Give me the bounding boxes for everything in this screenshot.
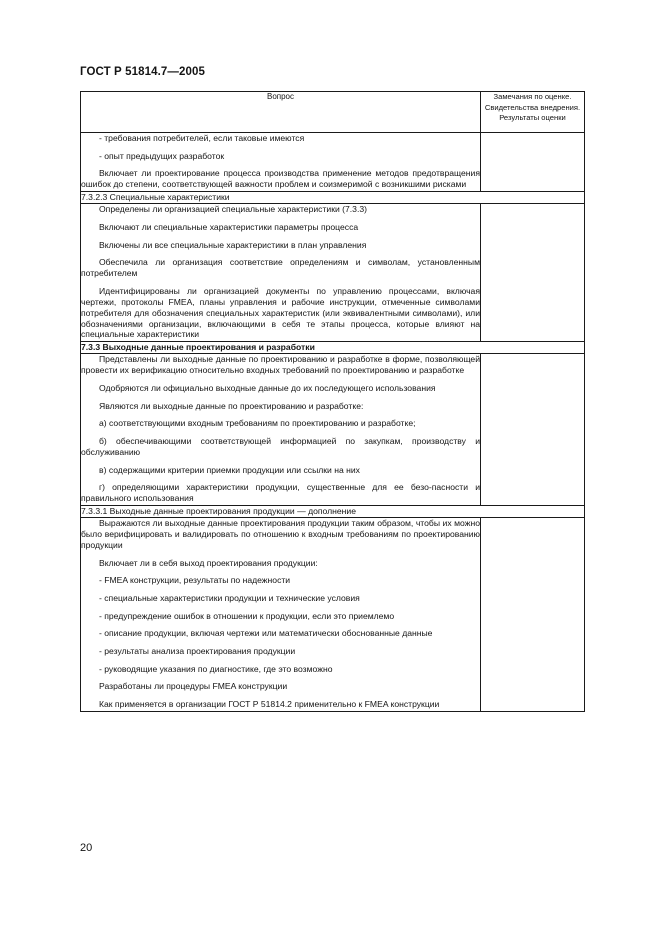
question-text: Определены ли организацией специальные характеристики (7.3.3): [99, 204, 367, 215]
remarks-cell[interactable]: [481, 354, 585, 506]
question-text: Обеспечила ли организация соответствие определениям и символам, установленным потребителем: [81, 257, 480, 279]
question-cell: [81, 518, 481, 712]
table-row: [81, 204, 585, 342]
section-row: [81, 192, 585, 204]
question-text: - специальные характеристики продукции и технические условия: [99, 592, 360, 603]
remarks-cell[interactable]: [481, 133, 585, 192]
question-text: в) содержащими критерии приемки продукции или ссылки на них: [99, 464, 360, 475]
question-cell: [81, 204, 481, 342]
question-text: Представлены ли выходные данные по проектированию и разработке в форме, позволяющей провести их верификацию относительно входных требований по проектированию и разработке: [81, 354, 480, 376]
section-heading-7-3-3: 7.3.3 Выходные данные проектирования и разработки: [81, 342, 585, 354]
question-text: Являются ли выходные данные по проектированию и разработке:: [99, 400, 364, 411]
section-heading-7-3-3-1: 7.3.3.1 Выходные данные проектирования продукции — дополнение: [81, 506, 585, 518]
remarks-cell[interactable]: [481, 204, 585, 342]
question-text: - FMEA конструкции, результаты по надежности: [99, 575, 291, 586]
question-cell: [81, 354, 481, 506]
question-text: Включает ли проектирование процесса производства применение методов предотвращения ошибок до степени, соответствующей важности проблем и соизмеримой с возникшими рисками: [81, 168, 480, 190]
question-text: - опыт предыдущих разработок: [99, 150, 225, 161]
question-text: - руководящие указания по диагностике, где это возможно: [99, 663, 333, 674]
question-text: Как применяется в организации ГОСТ Р 51814.2 применительно к FMEA конструкции: [99, 699, 440, 710]
question-text: Разработаны ли процедуры FMEA конструкции: [99, 681, 288, 692]
remarks-header-line: Замечания по оценке.: [493, 92, 572, 101]
question-cell: [81, 133, 481, 192]
question-text: г) определяющими характеристики продукции, существенные для ее безо-пасности и правильного использования: [81, 482, 480, 504]
question-text: Включают ли специальные характеристики параметры процесса: [99, 221, 359, 232]
question-text: - результаты анализа проектирования продукции: [99, 646, 296, 657]
section-heading-7-3-2-3: 7.3.2.3 Специальные характеристики: [81, 192, 585, 204]
question-text: Идентифицированы ли организацией документы по управлению процессами, включая чертежи, протоколы FMEA, планы управления и рабочие инструкции, отмеченные символами потребителя для обозначения специальных характеристик (или эквивалентными символами), или обозначениями организации, включающими в себя те этапы процесса, которые влияют на специальные характеристики: [81, 285, 480, 340]
question-text: Включает ли в себя выход проектирования продукции:: [99, 557, 318, 568]
column-header-question: Вопрос: [81, 92, 481, 133]
question-text: - требования потребителей, если таковые имеются: [99, 133, 305, 143]
remarks-cell[interactable]: [481, 518, 585, 712]
section-row: [81, 342, 585, 354]
assessment-table: [80, 91, 585, 712]
question-text: Включены ли все специальные характеристики в план управления: [99, 239, 367, 250]
question-text: Выражаются ли выходные данные проектирования продукции таким образом, чтобы их можно было верифицировать и валидировать по отношению к входным требованиям по проектированию продукции: [81, 518, 480, 550]
question-text: - предупреждение ошибок в отношении к продукции, если это приемлемо: [99, 610, 395, 621]
table-row: [81, 133, 585, 192]
remarks-header-line: Свидетельства внедрения.: [484, 102, 581, 112]
section-row: [81, 506, 585, 518]
table-header-row: [81, 92, 585, 133]
question-text: б) обеспечивающими соответствующей информацией по закупкам, производству и обслуживанию: [81, 436, 480, 457]
document-id: ГОСТ Р 51814.7—2005: [80, 66, 205, 78]
table-row: [81, 354, 585, 506]
question-text: - описание продукции, включая чертежи или математически обоснованные данные: [99, 628, 433, 639]
column-header-remarks: [481, 92, 585, 133]
table-row: [81, 518, 585, 712]
question-text: а) соответствующими входным требованиям по проектированию и разработке;: [99, 418, 416, 429]
page-number: 20: [80, 842, 93, 854]
question-text: Одобряются ли официально выходные данные до их последующего использования: [99, 382, 436, 393]
remarks-header-line: Результаты оценки: [499, 113, 566, 122]
